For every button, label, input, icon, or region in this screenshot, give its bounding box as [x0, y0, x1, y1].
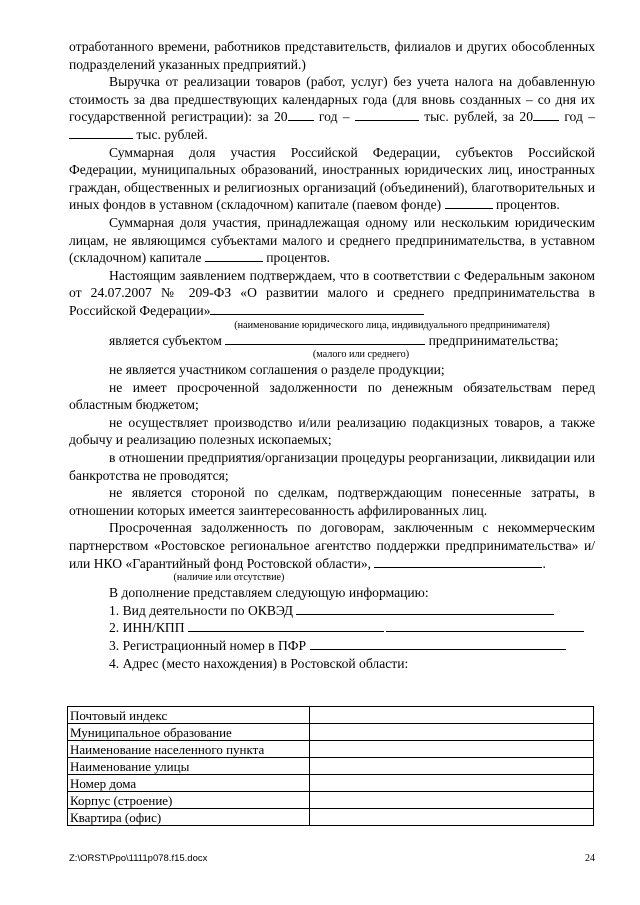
paragraph-revenue: [69, 73, 595, 143]
table-row: [68, 809, 594, 826]
table-row: [68, 758, 594, 775]
subject-text: является субъектом: [109, 332, 222, 348]
overdue-debt-end: .: [542, 555, 546, 571]
item-address: 4. Адрес (место нахождения) в Ростовской области:: [109, 655, 409, 671]
table-row: [68, 792, 594, 809]
hint-size: (малого или среднего): [312, 349, 410, 361]
address-value-cell[interactable]: [310, 758, 594, 775]
revenue-text-4: год –: [559, 109, 595, 125]
revenue2-field[interactable]: [69, 126, 133, 139]
address-label: Муниципальное образование: [68, 724, 310, 741]
bullet-affiliated: не является стороной по сделкам, подтверждающим понесенные затраты, в отношении которых имеется заинтересованность аффилированных лиц.: [69, 485, 595, 518]
paragraph-overdue-debt: [69, 519, 595, 572]
address-value-cell[interactable]: [310, 809, 594, 826]
year1-field[interactable]: [288, 108, 314, 121]
pfr-label: 3. Регистрационный номер в ПФР: [109, 638, 307, 653]
okved-field[interactable]: [296, 602, 554, 615]
state-share-field[interactable]: [445, 196, 493, 209]
legal-share-text-2: процентов.: [262, 250, 331, 266]
overdue-debt-text: Просроченная задолженность по договорам, заключенным с некоммерческим партнерством «Ростовское региональное агентство поддержки предпринимательства» и/или НКО «Гарантийный фонд Ростовской области»,: [69, 520, 595, 571]
address-table: [67, 706, 594, 826]
bullet-excise: не осуществляет производство и/или реализацию подакцизных товаров, а также добычу и реализацию полезных ископаемых;: [69, 414, 595, 448]
okved-label: 1. Вид деятельности по ОКВЭД: [109, 602, 293, 618]
revenue-text-2: год –: [313, 109, 355, 125]
legal-share-field[interactable]: [205, 249, 263, 262]
address-label: Номер дома: [68, 775, 310, 792]
revenue-text-5: тыс. рублей.: [133, 126, 208, 142]
address-value-cell[interactable]: [310, 741, 594, 758]
address-label: Наименование населенного пункта: [68, 741, 310, 758]
inn-field[interactable]: [188, 619, 384, 632]
paragraph-employees: отработанного времени, работников представительств, филиалов и других обособленных подразделений указанных предприятий.): [69, 39, 595, 72]
state-share-text: Суммарная доля участия Российской Федерации, субъектов Российской Федерации, муниципальных образований, иностранных юридических лиц, иностранных граждан, общественных и религиозных организаций (объединений), благотворительных и иных фондов в уставном (складочном) капитале (паевом фонде): [69, 144, 595, 213]
confirmation-text: Настоящим заявлением подтверждаем, что в соответствии с Федеральным законом от 24.07.2007 № 209-ФЗ «О развитии малого и среднего предпринимательства в Российской Федерации»: [69, 267, 595, 318]
address-value-cell[interactable]: [310, 707, 594, 724]
pfr-field[interactable]: [310, 637, 566, 650]
item-okved: [69, 602, 595, 620]
address-label: Наименование улицы: [68, 758, 310, 775]
kpp-field[interactable]: [386, 619, 584, 632]
bullet-no-debt: не имеет просроченной задолженности по денежным обязательствам перед областным бюджетом;: [69, 379, 595, 413]
revenue-text: Выручка от реализации товаров (работ, услуг) без учета налога на добавленную стоимость за два предшествующих календарных года (для вновь созданных – со дня их государственной регистрации): за 20: [69, 74, 595, 125]
item-pfr: [69, 637, 595, 655]
inn-kpp-label: 2. ИНН/КПП: [109, 620, 185, 636]
address-value-cell[interactable]: [310, 775, 594, 792]
revenue-text-3: тыс. рублей, за 20: [418, 109, 533, 125]
table-row: [68, 724, 594, 741]
address-value-cell[interactable]: [310, 792, 594, 809]
paragraph-additional: В дополнение представляем следующую информацию:: [109, 585, 429, 601]
address-value-cell[interactable]: [310, 724, 594, 741]
document-body: [69, 38, 595, 672]
address-label: Корпус (строение): [68, 792, 310, 809]
address-label: Квартира (офис): [68, 809, 310, 826]
paragraph-confirmation: [69, 267, 595, 320]
item-inn-kpp: [69, 619, 595, 637]
size-field[interactable]: [225, 332, 425, 345]
footer-file-path: Z:\ORST\Ppo\1111p078.f15.docx: [69, 853, 208, 864]
bullet-production-sharing: не является участником соглашения о разделе продукции;: [109, 362, 445, 378]
paragraph-subject: [69, 332, 595, 350]
state-share-text-2: процентов.: [492, 197, 560, 213]
paragraph-state-share: [69, 144, 595, 214]
year2-field[interactable]: [533, 108, 559, 121]
table-row: [68, 775, 594, 792]
hint-debt: (наличие или отсутствие): [173, 572, 285, 584]
legal-share-text: Суммарная доля участия, принадлежащая одному или нескольким юридическим лицам, не являющимся субъектами малого и среднего предпринимательства, в уставном (складочном) капитале: [69, 214, 595, 266]
hint-entity-name: (наименование юридического лица, индивидуального предпринимателя): [234, 319, 550, 331]
paragraph-legal-share: [69, 214, 595, 267]
debt-status-field[interactable]: [374, 555, 542, 568]
table-row: [68, 741, 594, 758]
footer-page-number: 24: [585, 853, 595, 864]
subject-text-2: предпринимательства;: [428, 332, 559, 348]
revenue1-field[interactable]: [355, 108, 419, 121]
entity-name-field[interactable]: [210, 302, 424, 315]
table-row: [68, 707, 594, 724]
address-label: Почтовый индекс: [68, 707, 310, 724]
bullet-reorganization: в отношении предприятия/организации процедуры реорганизации, ликвидации или банкротства не проводятся;: [69, 450, 595, 483]
